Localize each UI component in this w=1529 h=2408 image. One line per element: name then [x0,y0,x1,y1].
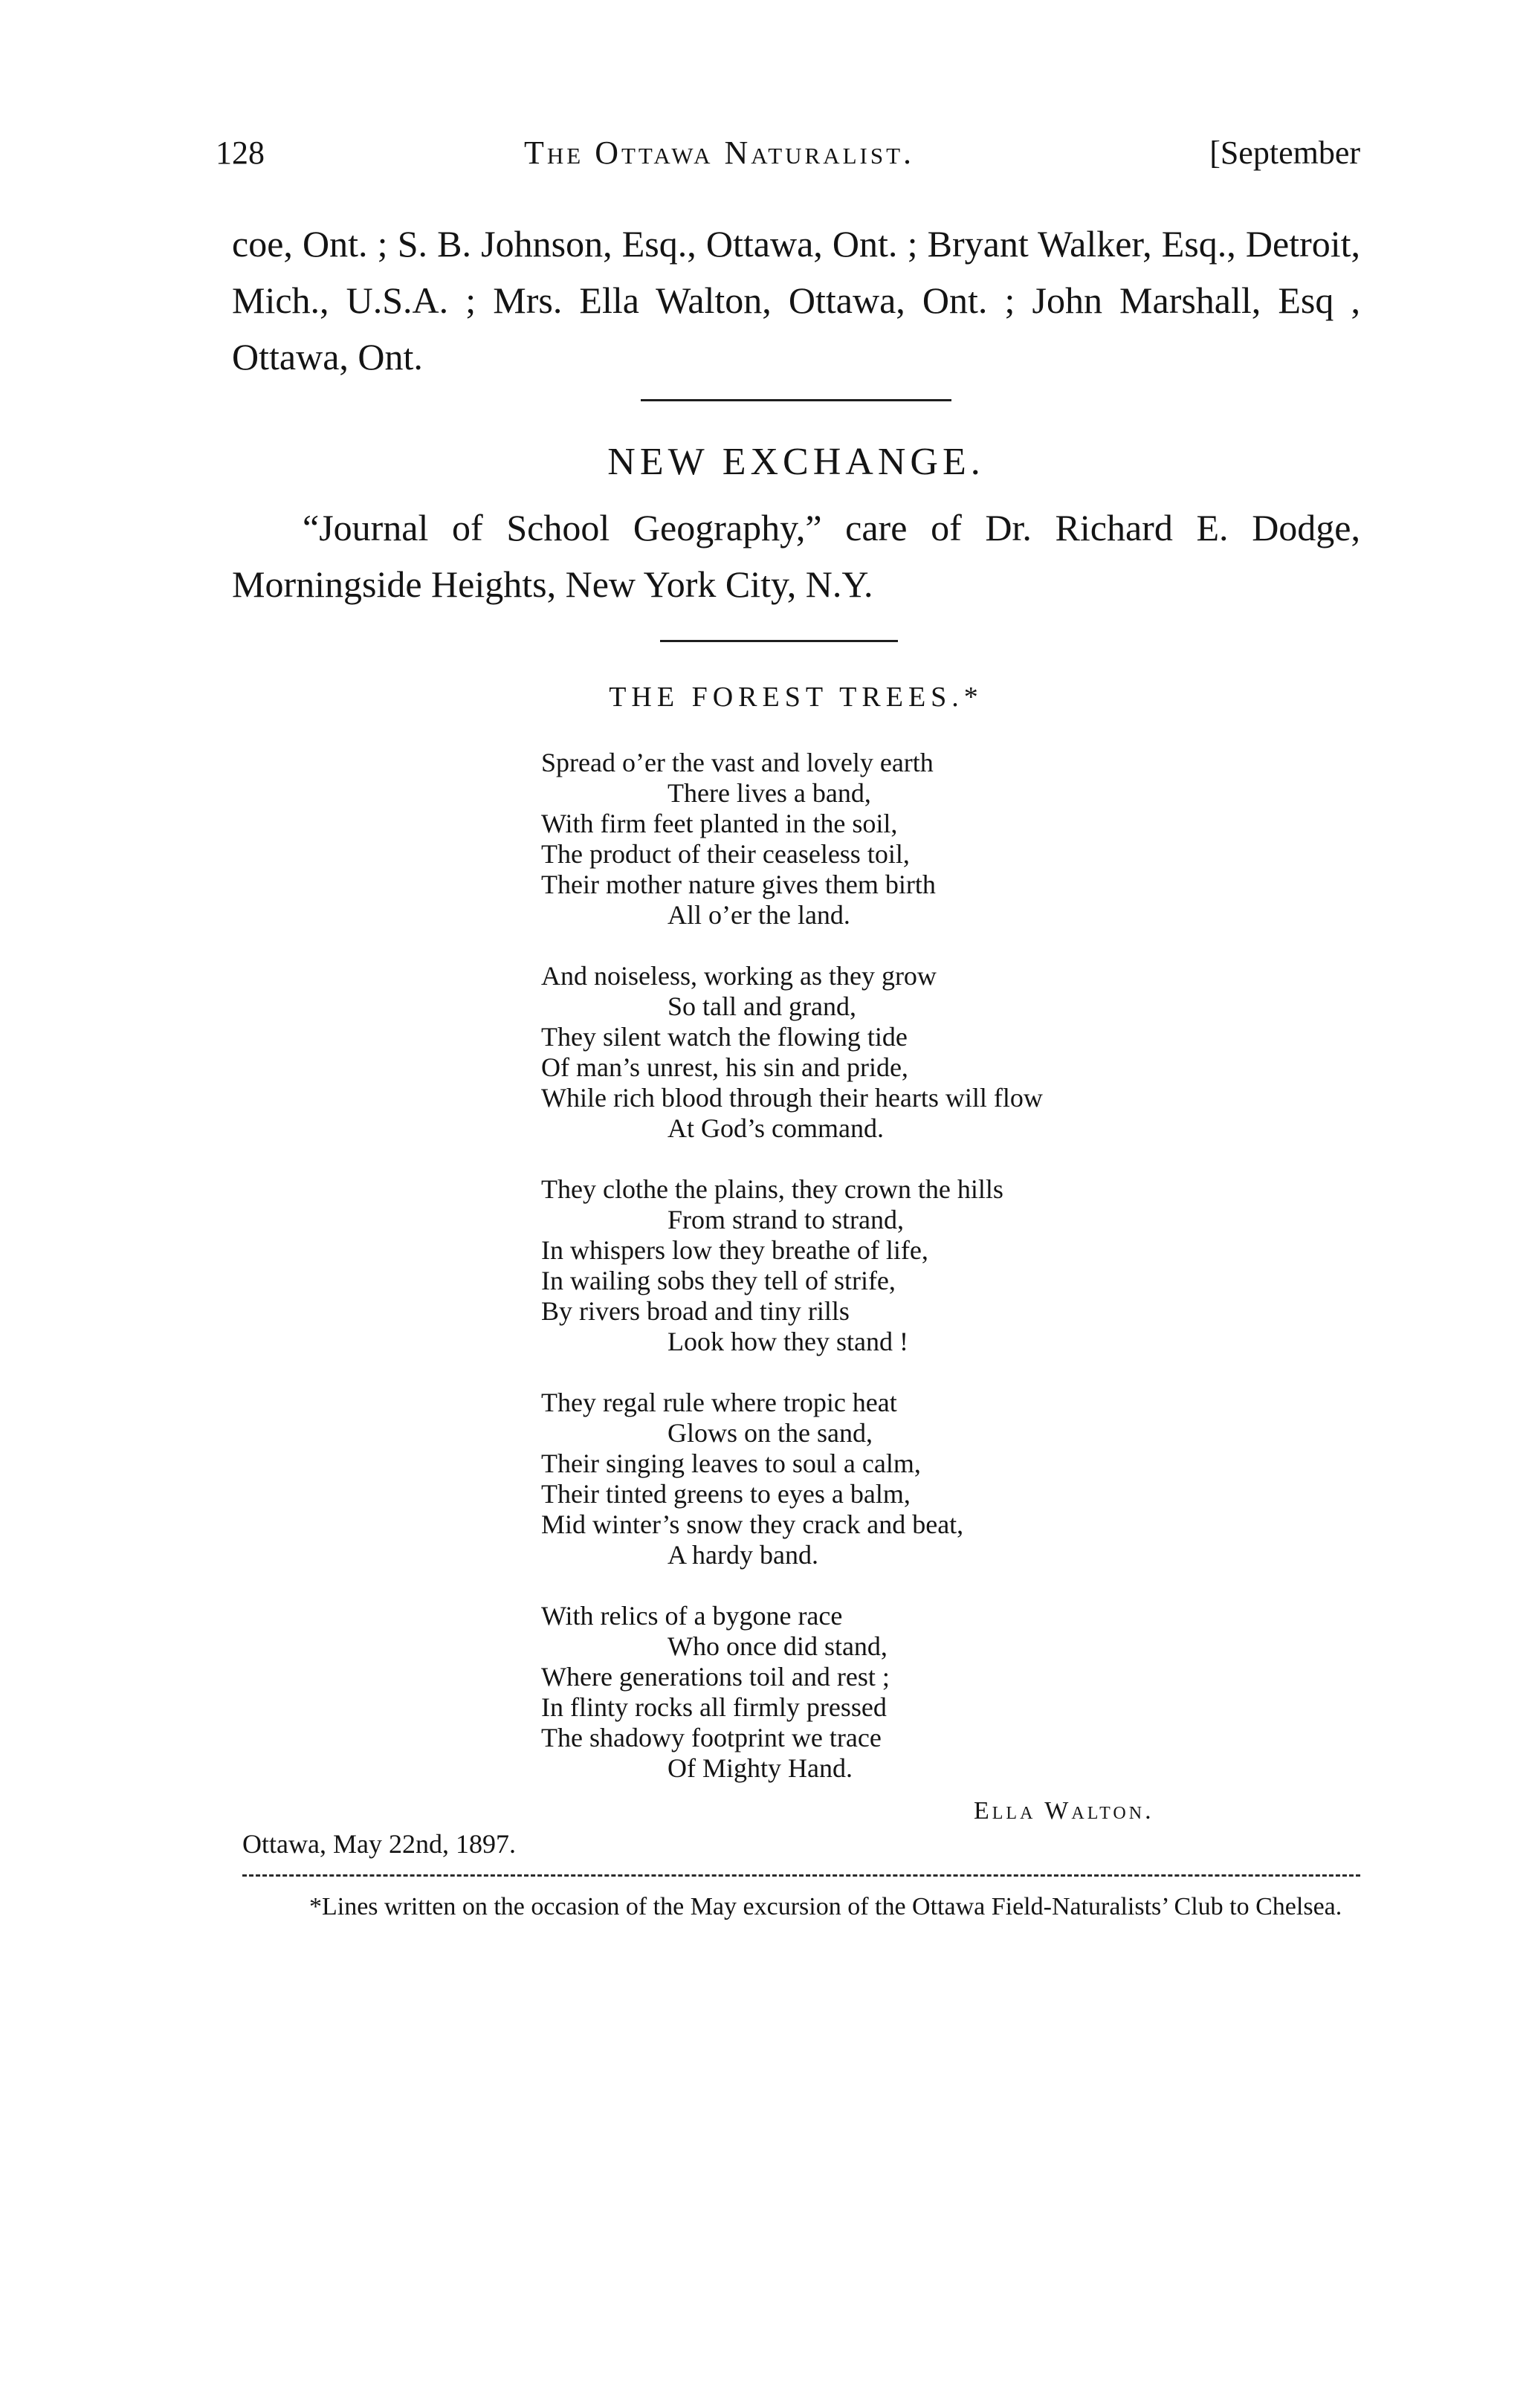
new-exchange-text: “Journal of School Geography,” care of Dr. Richard E. Dodge, Morningside Heights, New York City, N.Y. [232,507,1360,605]
poem-line: Their tinted greens to eyes a balm, [541,1479,911,1509]
poem-line: In whispers low they breathe of life, [541,1235,928,1265]
poem-line: Glows on the sand, [667,1418,873,1448]
poem-line: Of Mighty Hand. [667,1753,853,1783]
poem-stanza [541,748,1043,930]
poem-title: THE FOREST TREES.* [609,682,983,713]
poem-line: They silent watch the flowing tide [541,1022,908,1052]
poem-line: While rich blood through their hearts will flow [541,1083,1043,1113]
running-header [216,134,1360,186]
section-divider [660,640,898,642]
poem-line: Their singing leaves to soul a calm, [541,1449,921,1478]
footnote-rule [242,1874,1360,1877]
poem-stanza [541,961,1043,1144]
poem-line: By rivers broad and tiny rills [541,1296,850,1326]
poem-line: The product of their ceaseless toil, [541,839,910,869]
poem-stanza [541,1601,1043,1784]
poem-stanza [541,1174,1043,1357]
poem-line: The shadowy footprint we trace [541,1723,882,1752]
poem-line: At God’s command. [667,1113,884,1143]
poem-line: Spread o’er the vast and lovely earth [541,748,934,777]
members-list-text: coe, Ont. ; S. B. Johnson, Esq., Ottawa, Ont. ; Bryant Walker, Esq., Detroit, Mich., U.S.A. ; Mrs. Ella Walton, Ottawa, Ont. ; John Marshall, Esq , Ottawa, Ont. [232,223,1360,378]
poem-line: Where generations toil and rest ; [541,1662,890,1692]
running-title: The Ottawa Naturalist. [524,135,915,171]
poem-line: A hardy band. [667,1540,818,1570]
members-list [232,216,1360,385]
header-month: [September [1209,135,1360,171]
poem-line: There lives a band, [667,778,871,808]
poem-line: They clothe the plains, they crown the hills [541,1174,1003,1204]
poem-body [541,748,1043,1814]
footnote [242,1891,1360,1923]
poem-stanza [541,1388,1043,1570]
poem-line: All o’er the land. [667,900,850,930]
poem-line: Look how they stand ! [667,1327,908,1356]
poem-author: Ella Walton. [974,1797,1154,1825]
poem-line: In flinty rocks all firmly pressed [541,1692,887,1722]
poem-line: Of man’s unrest, his sin and pride, [541,1052,908,1082]
poem-line: Who once did stand, [667,1631,888,1661]
poem-line: They regal rule where tropic heat [541,1388,897,1417]
page-number: 128 [216,135,265,171]
poem-line: So tall and grand, [667,991,856,1021]
poem-line: With firm feet planted in the soil, [541,809,898,838]
poem-place-date: Ottawa, May 22nd, 1897. [242,1829,516,1859]
poem-line: With relics of a bygone race [541,1601,843,1631]
new-exchange-paragraph [232,499,1360,612]
new-exchange-heading: NEW EXCHANGE. [607,441,985,483]
poem-line: In wailing sobs they tell of strife, [541,1266,896,1295]
poem-line: And noiseless, working as they grow [541,961,937,991]
poem-line: Their mother nature gives them birth [541,870,936,899]
poem-line: From strand to strand, [667,1205,904,1234]
poem-line: Mid winter’s snow they crack and beat, [541,1509,964,1539]
section-divider [641,399,951,401]
footnote-text: *Lines written on the occasion of the May excursion of the Ottawa Field-Naturalists’ Club to Chelsea. [309,1893,1342,1920]
